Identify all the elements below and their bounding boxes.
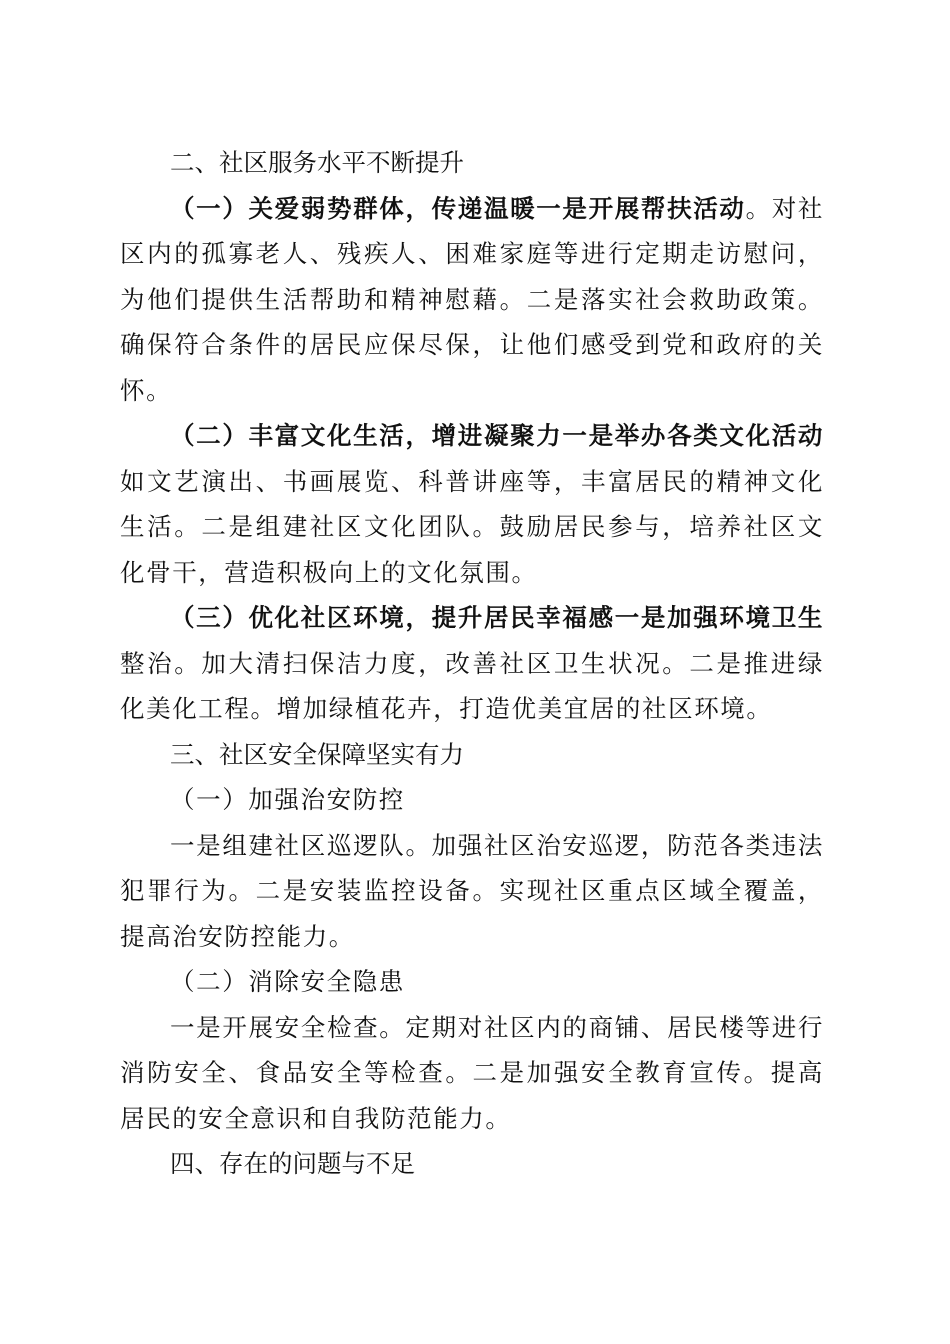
section-heading-3: 三、社区安全保障坚实有力 (170, 739, 464, 769)
paragraph-cultural-life (120, 413, 824, 595)
paragraph-body: 整治。加大清扫保洁力度，改善社区卫生状况。二是推进绿化美化工程。增加绿植花卉，打造优美宜居的社区环境。 (120, 648, 824, 723)
paragraph-environment (120, 595, 824, 732)
paragraph-lead: （一）关爱弱势群体，传递温暖一是开展帮扶活动 (170, 193, 746, 223)
section-heading-2: 二、社区服务水平不断提升 (170, 148, 464, 177)
paragraph-body: 如文艺演出、书画展览、科普讲座等，丰富居民的精神文化生活。二是组建社区文化团队。鼓励居民参与，培养社区文化骨干，营造积极向上的文化氛围。 (120, 466, 824, 587)
subheading-security-control: （一）加强治安防控 (170, 785, 405, 814)
paragraph-safety-check: 一是开展安全检查。定期对社区内的商铺、居民楼等进行消防安全、食品安全等检查。二是加强安全教育宣传。提高居民的安全意识和自我防范能力。 (120, 1012, 824, 1133)
document-body (120, 140, 824, 1187)
section-heading-4: 四、存在的问题与不足 (170, 1149, 415, 1178)
paragraph-body: 。对社区内的孤寡老人、残疾人、困难家庭等进行定期走访慰问，为他们提供生活帮助和精神慰藉。二是落实社会救助政策。确保符合条件的居民应保尽保，让他们感受到党和政府的关怀。 (120, 193, 824, 405)
paragraph-care-vulnerable (120, 186, 824, 414)
subheading-hazards: （二）消除安全隐患 (170, 967, 405, 996)
paragraph-lead: （二）丰富文化生活，增进凝聚力一是举办各类文化活动 (170, 421, 824, 450)
paragraph-lead: （三）优化社区环境，提升居民幸福感一是加强环境卫生 (170, 603, 824, 632)
paragraph-patrol: 一是组建社区巡逻队。加强社区治安巡逻，防范各类违法犯罪行为。二是安装监控设备。实现社区重点区域全覆盖，提高治安防控能力。 (120, 830, 824, 951)
